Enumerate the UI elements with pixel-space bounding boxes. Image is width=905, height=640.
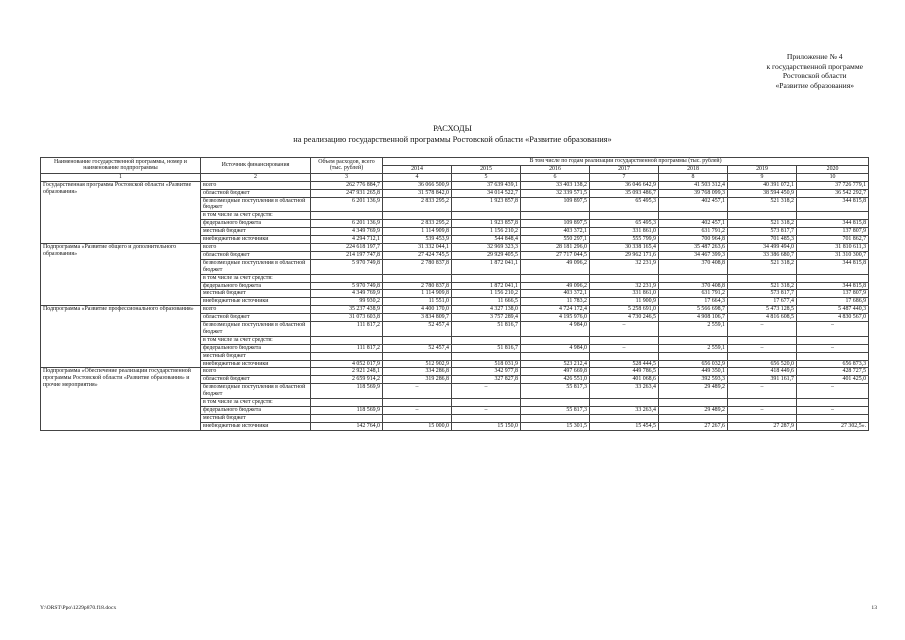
year-value-cell: 27 717 044,5: [521, 251, 590, 259]
year-value-cell: [590, 336, 659, 344]
year-value-cell: 521 318,2: [728, 197, 797, 212]
total-cell: [311, 212, 383, 220]
year-value-cell: 403 372,1: [521, 290, 590, 298]
table-row: [41, 306, 869, 314]
year-value-cell: 31 578 842,0: [383, 189, 452, 197]
year-value-cell: 518 031,9: [452, 360, 521, 368]
year-value-cell: [728, 274, 797, 282]
funding-source-cell: федерального бюджета: [201, 220, 311, 228]
header-year: 2016: [521, 165, 590, 173]
year-value-cell: 401 425,0: [797, 376, 869, 384]
year-value-cell: [452, 212, 521, 220]
column-number: 10: [797, 173, 869, 181]
year-value-cell: 544 848,4: [452, 236, 521, 244]
year-value-cell: 334 286,8: [383, 368, 452, 376]
total-cell: [311, 414, 383, 422]
year-value-cell: [521, 336, 590, 344]
year-value-cell: 41 503 312,4: [659, 181, 728, 189]
year-value-cell: [383, 274, 452, 282]
year-value-cell: 36 542 292,7: [797, 189, 869, 197]
funding-source-cell: местный бюджет: [201, 352, 311, 360]
year-value-cell: [521, 352, 590, 360]
year-value-cell: 32 339 571,5: [521, 189, 590, 197]
year-value-cell: –: [590, 344, 659, 352]
year-value-cell: [521, 399, 590, 407]
funding-source-cell: федерального бюджета: [201, 407, 311, 415]
header-source: Источник финансирования: [201, 158, 311, 174]
column-number: 2: [201, 173, 311, 181]
year-value-cell: [452, 274, 521, 282]
column-number: 5: [452, 173, 521, 181]
year-value-cell: [521, 212, 590, 220]
year-value-cell: 631 791,2: [659, 228, 728, 236]
total-cell: 4 349 769,9: [311, 290, 383, 298]
year-value-cell: 49 096,2: [521, 282, 590, 290]
total-cell: 262 776 884,7: [311, 181, 383, 189]
year-value-cell: 52 457,4: [383, 322, 452, 337]
year-value-cell: 15 150,0: [452, 422, 521, 430]
year-value-cell: 33 386 680,7: [728, 251, 797, 259]
year-value-cell: 17 664,3: [659, 298, 728, 306]
program-name-cell: Подпрограмма «Развитие общего и дополнительного образования»: [41, 243, 201, 305]
year-value-cell: [521, 274, 590, 282]
header-year: 2017: [590, 165, 659, 173]
year-value-cell: 2 559,1: [659, 344, 728, 352]
year-value-cell: 35 487 263,6: [659, 243, 728, 251]
year-value-cell: 55 817,3: [521, 407, 590, 415]
year-value-cell: 11 666,5: [452, 298, 521, 306]
funding-source-cell: местный бюджет: [201, 414, 311, 422]
year-value-cell: 137 807,9: [797, 228, 869, 236]
year-value-cell: [797, 399, 869, 407]
funding-source-cell: всего: [201, 368, 311, 376]
total-cell: 111 817,2: [311, 344, 383, 352]
year-value-cell: 555 799,9: [590, 236, 659, 244]
document-title: [0, 124, 905, 145]
total-cell: [311, 336, 383, 344]
file-path: Y:\ORST\Ppo\1229p870.f18.docx: [40, 605, 117, 611]
year-value-cell: 656 520,0: [728, 360, 797, 368]
year-value-cell: 34 467 399,3: [659, 251, 728, 259]
year-value-cell: 31 810 611,3: [797, 243, 869, 251]
column-number: 3: [311, 173, 383, 181]
total-cell: 4 349 769,9: [311, 228, 383, 236]
total-cell: 142 764,0: [311, 422, 383, 430]
year-value-cell: 4 724 172,4: [521, 306, 590, 314]
year-value-cell: –: [452, 384, 521, 399]
year-value-cell: 331 861,0: [590, 228, 659, 236]
funding-source-cell: областной бюджет: [201, 189, 311, 197]
year-value-cell: 52 457,4: [383, 344, 452, 352]
year-value-cell: 370 408,8: [659, 259, 728, 274]
year-value-cell: 11 783,2: [521, 298, 590, 306]
year-value-cell: –: [797, 344, 869, 352]
year-value-cell: 4 908 106,7: [659, 314, 728, 322]
year-value-cell: [383, 212, 452, 220]
year-value-cell: 401 068,6: [590, 376, 659, 384]
year-value-cell: 65 495,3: [590, 197, 659, 212]
appendix-line-1: Приложение № 4: [786, 52, 843, 61]
year-value-cell: [383, 352, 452, 360]
year-value-cell: 573 817,7: [728, 228, 797, 236]
year-value-cell: 32 231,9: [590, 282, 659, 290]
year-value-cell: 15 454,5: [590, 422, 659, 430]
year-value-cell: 523 212,4: [521, 360, 590, 368]
year-value-cell: [728, 399, 797, 407]
year-value-cell: [659, 336, 728, 344]
year-value-cell: 528 444,5: [590, 360, 659, 368]
year-value-cell: 51 816,7: [452, 344, 521, 352]
header-year: 2020: [797, 165, 869, 173]
year-value-cell: 27 287,9: [728, 422, 797, 430]
year-value-cell: 36 046 642,9: [590, 181, 659, 189]
year-value-cell: [590, 399, 659, 407]
year-value-cell: [383, 336, 452, 344]
year-value-cell: 29 962 171,6: [590, 251, 659, 259]
year-value-cell: 4 984,0: [521, 344, 590, 352]
year-value-cell: 30 338 165,4: [590, 243, 659, 251]
year-value-cell: 37 726 779,1: [797, 181, 869, 189]
funding-source-cell: внебюджетные источники: [201, 236, 311, 244]
year-value-cell: [659, 212, 728, 220]
funding-source-cell: внебюджетные источники: [201, 422, 311, 430]
table-row: [41, 368, 869, 376]
year-value-cell: 29 489,2: [659, 384, 728, 399]
year-value-cell: 36 066 500,9: [383, 181, 452, 189]
column-numbering-row: [41, 173, 869, 181]
total-cell: 5 970 749,8: [311, 259, 383, 274]
year-value-cell: 521 318,2: [728, 282, 797, 290]
funding-source-cell: в том числе за счет средств:: [201, 336, 311, 344]
funding-source-cell: всего: [201, 243, 311, 251]
year-value-cell: [659, 399, 728, 407]
year-value-cell: [590, 352, 659, 360]
year-value-cell: 656 873,3: [797, 360, 869, 368]
year-value-cell: 344 815,8: [797, 197, 869, 212]
total-cell: 99 930,2: [311, 298, 383, 306]
year-value-cell: 39 768 099,3: [659, 189, 728, 197]
year-value-cell: 5 566 698,7: [659, 306, 728, 314]
year-value-cell: [728, 352, 797, 360]
year-value-cell: [797, 336, 869, 344]
year-value-cell: 51 816,7: [452, 322, 521, 337]
year-value-cell: 33 263,4: [590, 407, 659, 415]
funding-source-cell: безвозмездные поступления в областной бюджет: [201, 384, 311, 399]
total-cell: 224 618 197,7: [311, 243, 383, 251]
appendix-line-4: «Развитие образования»: [775, 80, 854, 90]
year-value-cell: –: [797, 384, 869, 399]
year-value-cell: 656 032,9: [659, 360, 728, 368]
year-value-cell: [383, 399, 452, 407]
year-value-cell: 49 096,2: [521, 259, 590, 274]
year-value-cell: [590, 212, 659, 220]
year-value-cell: 4 730 246,5: [590, 314, 659, 322]
funding-source-cell: местный бюджет: [201, 228, 311, 236]
total-cell: 111 817,2: [311, 322, 383, 337]
year-value-cell: [452, 336, 521, 344]
year-value-cell: 5 487 440,3: [797, 306, 869, 314]
year-value-cell: 701 485,3: [728, 236, 797, 244]
year-value-cell: 402 457,1: [659, 220, 728, 228]
year-value-cell: 449 786,5: [590, 368, 659, 376]
column-number: 8: [659, 173, 728, 181]
year-value-cell: 344 815,8: [797, 259, 869, 274]
year-value-cell: 31 332 044,1: [383, 243, 452, 251]
header-year: 2018: [659, 165, 728, 173]
year-value-cell: [797, 274, 869, 282]
year-value-cell: 428 727,5: [797, 368, 869, 376]
year-value-cell: 3 834 809,7: [383, 314, 452, 322]
year-value-cell: –: [728, 407, 797, 415]
year-value-cell: 29 929 405,5: [452, 251, 521, 259]
year-value-cell: –: [383, 384, 452, 399]
year-value-cell: 27 267,6: [659, 422, 728, 430]
year-value-cell: 1 114 909,8: [383, 290, 452, 298]
year-value-cell: [728, 414, 797, 422]
funding-source-cell: внебюджетные источники: [201, 298, 311, 306]
year-value-cell: –: [797, 407, 869, 415]
year-value-cell: 137 807,9: [797, 290, 869, 298]
year-value-cell: 38 594 450,9: [728, 189, 797, 197]
year-value-cell: 17 686,9: [797, 298, 869, 306]
year-value-cell: 11 551,0: [383, 298, 452, 306]
year-value-cell: 15 000,0: [383, 422, 452, 430]
total-cell: 2 659 914,2: [311, 376, 383, 384]
year-value-cell: 392 593,3: [659, 376, 728, 384]
year-value-cell: [452, 414, 521, 422]
year-value-cell: 5 258 691,0: [590, 306, 659, 314]
year-value-cell: 521 318,2: [728, 259, 797, 274]
year-value-cell: [797, 212, 869, 220]
total-cell: 247 931 265,8: [311, 189, 383, 197]
funding-source-cell: областной бюджет: [201, 251, 311, 259]
header-year: 2015: [452, 165, 521, 173]
total-cell: 6 201 136,9: [311, 220, 383, 228]
year-value-cell: 55 817,3: [521, 384, 590, 399]
funding-source-cell: безвозмездные поступления в областной бюджет: [201, 259, 311, 274]
year-value-cell: 402 457,1: [659, 197, 728, 212]
header-total: Объем расходов, всего (тыс. рублей): [311, 158, 383, 174]
funding-source-cell: всего: [201, 306, 311, 314]
year-value-cell: 403 372,1: [521, 228, 590, 236]
title-line-1: РАСХОДЫ: [433, 124, 472, 133]
year-value-cell: 32 969 323,3: [452, 243, 521, 251]
total-cell: 2 921 248,1: [311, 368, 383, 376]
year-value-cell: 11 900,9: [590, 298, 659, 306]
year-value-cell: [521, 414, 590, 422]
year-value-cell: 319 286,8: [383, 376, 452, 384]
year-value-cell: 2 559,1: [659, 322, 728, 337]
year-value-cell: 4 400 170,0: [383, 306, 452, 314]
year-value-cell: 27 302,5».: [797, 422, 869, 430]
year-value-cell: 15 301,5: [521, 422, 590, 430]
total-cell: 118 569,9: [311, 407, 383, 415]
year-value-cell: [659, 274, 728, 282]
year-value-cell: 4 327 138,0: [452, 306, 521, 314]
year-value-cell: 1 872 041,1: [452, 282, 521, 290]
title-line-2: на реализацию государственной программы Ростовской области «Развитие образования»: [293, 134, 612, 144]
program-name-cell: Подпрограмма «Обеспечение реализации государственной программы Ростовской области «Развитие образования» и прочие мероприятия»: [41, 368, 201, 430]
year-value-cell: 4 195 976,0: [521, 314, 590, 322]
year-value-cell: 28 181 296,0: [521, 243, 590, 251]
funding-source-cell: безвозмездные поступления в областной бюджет: [201, 197, 311, 212]
year-value-cell: –: [797, 322, 869, 337]
funding-source-cell: в том числе за счет средств:: [201, 399, 311, 407]
year-value-cell: 27 424 745,5: [383, 251, 452, 259]
year-value-cell: [728, 212, 797, 220]
year-value-cell: –: [728, 384, 797, 399]
funding-source-cell: областной бюджет: [201, 314, 311, 322]
total-cell: 6 201 136,9: [311, 197, 383, 212]
year-value-cell: 3 757 289,4: [452, 314, 521, 322]
year-value-cell: 391 161,7: [728, 376, 797, 384]
year-value-cell: –: [728, 344, 797, 352]
column-number: 9: [728, 173, 797, 181]
year-value-cell: –: [383, 407, 452, 415]
year-value-cell: 17 677,4: [728, 298, 797, 306]
year-value-cell: 550 297,1: [521, 236, 590, 244]
total-cell: 214 197 747,8: [311, 251, 383, 259]
year-value-cell: [659, 414, 728, 422]
year-value-cell: 109 897,5: [521, 220, 590, 228]
year-value-cell: 344 815,8: [797, 282, 869, 290]
year-value-cell: [728, 336, 797, 344]
year-value-cell: 2 833 295,2: [383, 197, 452, 212]
total-cell: 5 970 749,8: [311, 282, 383, 290]
year-value-cell: 342 977,8: [452, 368, 521, 376]
header-year: 2019: [728, 165, 797, 173]
year-value-cell: 1 156 210,2: [452, 228, 521, 236]
total-cell: [311, 352, 383, 360]
appendix-line-2: к государственной программе: [766, 61, 863, 71]
year-value-cell: 539 453,9: [383, 236, 452, 244]
year-value-cell: 1 872 041,1: [452, 259, 521, 274]
program-name-cell: Подпрограмма «Развитие профессионального образования»: [41, 306, 201, 368]
total-cell: 31 073 603,8: [311, 314, 383, 322]
total-cell: 35 237 438,9: [311, 306, 383, 314]
year-value-cell: 1 114 909,8: [383, 228, 452, 236]
total-cell: [311, 399, 383, 407]
year-value-cell: 29 489,2: [659, 407, 728, 415]
column-number: 1: [41, 173, 201, 181]
year-value-cell: 344 815,8: [797, 220, 869, 228]
year-value-cell: 2 833 295,2: [383, 220, 452, 228]
year-value-cell: [452, 352, 521, 360]
year-value-cell: 701 862,7: [797, 236, 869, 244]
year-value-cell: [383, 414, 452, 422]
year-value-cell: 631 791,2: [659, 290, 728, 298]
header-years-group: В том числе по годам реализации государственной программы (тыс. рублей): [383, 158, 869, 166]
funding-source-cell: всего: [201, 181, 311, 189]
funding-source-cell: в том числе за счет средств:: [201, 212, 311, 220]
year-value-cell: 1 156 210,2: [452, 290, 521, 298]
year-value-cell: 4 984,0: [521, 322, 590, 337]
year-value-cell: [452, 399, 521, 407]
year-value-cell: 426 551,0: [521, 376, 590, 384]
total-cell: 4 052 017,9: [311, 360, 383, 368]
year-value-cell: 497 669,8: [521, 368, 590, 376]
year-value-cell: [797, 352, 869, 360]
funding-source-cell: в том числе за счет средств:: [201, 274, 311, 282]
year-value-cell: 327 827,8: [452, 376, 521, 384]
year-value-cell: 512 902,9: [383, 360, 452, 368]
year-value-cell: 40 391 072,1: [728, 181, 797, 189]
appendix-line-3: Ростовской области: [782, 71, 847, 81]
funding-source-cell: безвозмездные поступления в областной бюджет: [201, 322, 311, 337]
year-value-cell: –: [728, 322, 797, 337]
funding-source-cell: федерального бюджета: [201, 344, 311, 352]
year-value-cell: [590, 274, 659, 282]
year-value-cell: 2 780 837,8: [383, 259, 452, 274]
header-row: [41, 158, 869, 166]
header-name: Наименование государственной программы, номер и наименование подпрограммы: [41, 158, 201, 174]
total-cell: 118 569,9: [311, 384, 383, 399]
year-value-cell: 32 231,9: [590, 259, 659, 274]
year-value-cell: [659, 352, 728, 360]
year-value-cell: 33 263,4: [590, 384, 659, 399]
year-value-cell: 31 310 300,7: [797, 251, 869, 259]
year-value-cell: 449 350,1: [659, 368, 728, 376]
header-year: 2014: [383, 165, 452, 173]
year-value-cell: [590, 414, 659, 422]
funding-source-cell: областной бюджет: [201, 376, 311, 384]
year-value-cell: 35 093 486,7: [590, 189, 659, 197]
year-value-cell: 2 780 837,8: [383, 282, 452, 290]
year-value-cell: 1 923 857,8: [452, 220, 521, 228]
year-value-cell: 34 499 494,0: [728, 243, 797, 251]
funding-source-cell: федерального бюджета: [201, 282, 311, 290]
total-cell: [311, 274, 383, 282]
year-value-cell: 5 473 128,5: [728, 306, 797, 314]
year-value-cell: 65 495,3: [590, 220, 659, 228]
table-row: [41, 243, 869, 251]
year-value-cell: 1 923 857,8: [452, 197, 521, 212]
year-value-cell: 4 830 567,0: [797, 314, 869, 322]
column-number: 6: [521, 173, 590, 181]
page-number: 13: [871, 605, 877, 611]
year-value-cell: 573 817,7: [728, 290, 797, 298]
year-value-cell: 34 014 522,7: [452, 189, 521, 197]
appendix-note: [766, 52, 863, 90]
year-value-cell: 370 408,8: [659, 282, 728, 290]
year-value-cell: –: [590, 322, 659, 337]
year-value-cell: –: [452, 407, 521, 415]
column-number: 7: [590, 173, 659, 181]
program-name-cell: Государственная программа Ростовской области «Развитие образования»: [41, 181, 201, 243]
year-value-cell: [797, 414, 869, 422]
funding-source-cell: внебюджетные источники: [201, 360, 311, 368]
year-value-cell: 33 403 138,2: [521, 181, 590, 189]
table-row: [41, 181, 869, 189]
column-number: 4: [383, 173, 452, 181]
year-value-cell: 109 897,5: [521, 197, 590, 212]
total-cell: 4 294 712,1: [311, 236, 383, 244]
year-value-cell: 700 964,8: [659, 236, 728, 244]
year-value-cell: 418 449,6: [728, 368, 797, 376]
year-value-cell: 521 318,2: [728, 220, 797, 228]
year-value-cell: 331 861,0: [590, 290, 659, 298]
year-value-cell: 4 816 608,5: [728, 314, 797, 322]
expenses-table: [40, 157, 869, 431]
year-value-cell: 37 639 439,1: [452, 181, 521, 189]
funding-source-cell: местный бюджет: [201, 290, 311, 298]
